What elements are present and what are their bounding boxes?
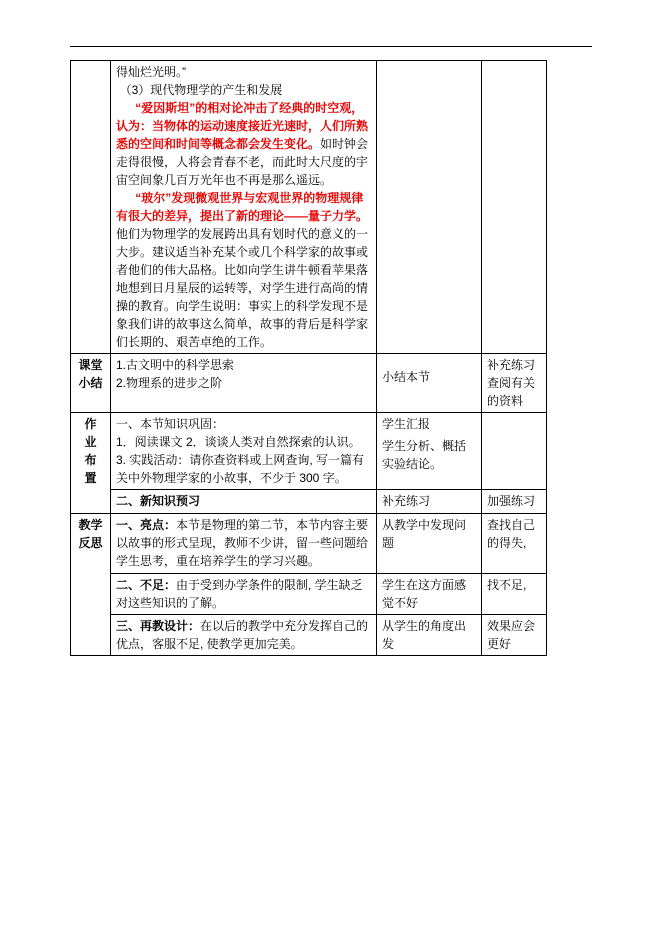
content-paragraph (116, 189, 371, 351)
summary-row (71, 354, 547, 413)
reflection-content-cell (111, 574, 377, 615)
homework-line: 3. 实践活动：请你查资料或上网查询, 写一篇有关中外物理学家的小故事，不少于 300 字。 (116, 453, 365, 485)
reflection-head: 三、再教设计： (116, 619, 201, 633)
content-row (71, 61, 547, 354)
homework-middle-line: 学生分析、概括实验结论。 (382, 439, 467, 471)
homework-row (71, 413, 547, 490)
red-highlight-text: “玻尔”发现微观世界与宏观世界的物理规律有很大的差异，提出了新的理论——量子力学。 (116, 191, 369, 223)
label-char: 业 (84, 435, 97, 449)
preview-content-cell: 二、新知识预习 (111, 490, 377, 514)
content-line: （3）现代物理学的产生和发展 (119, 83, 283, 97)
row-label-homework (71, 413, 111, 514)
lesson-content-cell (111, 61, 377, 354)
reflection-right-cell: 效果应会更好 (482, 615, 547, 656)
reflection-row-2 (71, 574, 547, 615)
summary-content-cell (111, 354, 377, 413)
summary-right-cell (482, 354, 547, 413)
plain-text: 如时钟会走得很慢，人将会青春不老，而此时大尺度的宇宙空间象几百万光年也不再是那么遥远。 (116, 137, 369, 187)
content-paragraph (116, 99, 371, 189)
reflection-middle-cell: 学生在这方面感觉不好 (377, 574, 482, 615)
reflection-middle-cell: 从教学中发现问题 (377, 514, 482, 574)
notes-cell-empty (377, 61, 482, 354)
label-line: 课堂 (78, 358, 103, 372)
reflection-content-cell (111, 514, 377, 574)
summary-item: 1.古文明中的科学思索 (116, 358, 235, 372)
summary-middle-cell (377, 354, 482, 413)
reflection-body: 本节是物理的第二节，本节内容主要以故事的形式呈现，教师不少讲，留一些问题给学生思考，重在培养学生的学习兴趣。 (116, 518, 369, 568)
preview-middle-cell: 补充练习 (377, 490, 482, 514)
reflection-middle-cell: 从学生的角度出发 (377, 615, 482, 656)
plain-text: 他们为物理学的发展跨出具有划时代的意义的一大步。建议适当补充某个或几个科学家的故事或者他们的伟大品格。比如向学生讲牛顿看苹果落地想到日月星辰的运转等，对学生进行高尚的情操的教育。向学生说明：事实上的科学发现不是象我们讲的故事这么简单，故事的背后是科学家们长期的、艰苦卓绝的工作。 (116, 227, 369, 349)
label-line: 反思 (78, 536, 103, 550)
label-char: 置 (84, 471, 97, 485)
preview-right-cell: 加强练习 (482, 490, 547, 514)
reflection-row-1 (71, 514, 547, 574)
header-rule (70, 46, 592, 47)
reflection-row-3 (71, 615, 547, 656)
reflection-body: 在以后的教学中充分发挥自己的优点，客服不足, 使教学更加完美。 (116, 619, 369, 651)
content-line: 得灿烂光明。” (116, 65, 186, 79)
label-char: 作 (84, 417, 97, 431)
red-highlight-text: “爱因斯坦”的相对论冲击了经典的时空观，认为：当物体的运动速度接近光速时，人们所熟悉的空间和时间等概念都会发生变化。 (116, 101, 369, 151)
reflection-right-cell: 查找自己的得失, (482, 514, 547, 574)
summary-right-line: 补充练习 (487, 358, 536, 372)
label-char: 布 (84, 453, 97, 467)
summary-right-line: 查阅有关的资料 (487, 376, 536, 408)
homework-middle-cell (377, 413, 482, 490)
homework-content-cell (111, 413, 377, 490)
row-label-reflection (71, 514, 111, 656)
homework-right-cell-empty (482, 413, 547, 490)
lesson-plan-table (70, 60, 547, 656)
label-line: 教学 (78, 518, 103, 532)
label-line: 小结 (78, 376, 103, 390)
row-label-empty (71, 61, 111, 354)
summary-middle-text: 小结本节 (382, 370, 431, 384)
reflection-head: 二、不足： (116, 578, 177, 592)
summary-item: 2.物理系的进步之阶 (116, 376, 223, 390)
preview-row (71, 490, 547, 514)
reflection-content-cell (111, 615, 377, 656)
reflection-body: 由于受到办学条件的限制, 学生缺乏对这些知识的了解。 (116, 578, 363, 610)
reflection-head: 一、亮点： (116, 518, 177, 532)
homework-line: 一、本节知识巩固： (116, 417, 225, 431)
homework-line: 1．阅读课文 2．谈谈人类对自然探索的认识。 (116, 435, 361, 449)
reflection-right-cell: 找不足, (482, 574, 547, 615)
homework-middle-line: 学生汇报 (382, 417, 431, 431)
extra-cell-empty (482, 61, 547, 354)
row-label-summary (71, 354, 111, 413)
